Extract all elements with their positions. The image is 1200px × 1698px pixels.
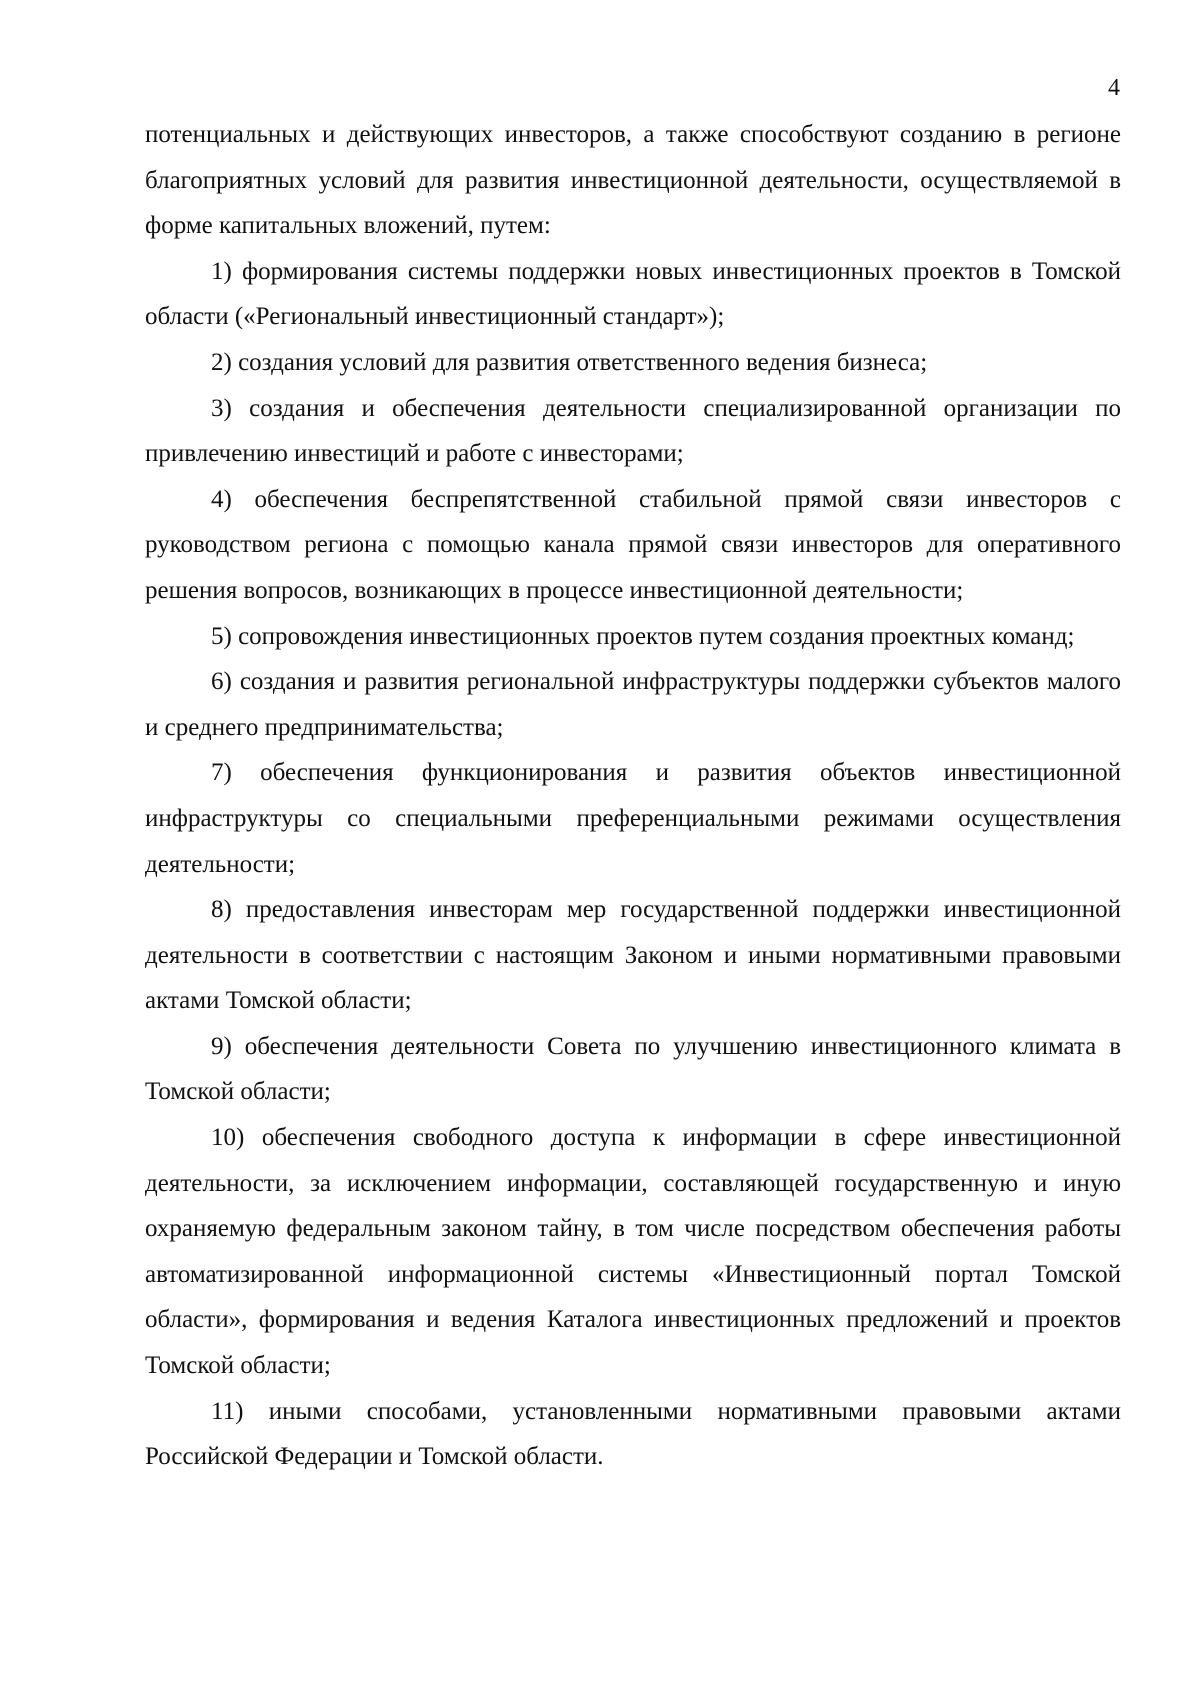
- list-item-1: 1) формирования системы поддержки новых инвестиционных проектов в Томской области («Региональный инвестиционный стандарт»);: [145, 257, 1121, 331]
- list-item-4: 4) обеспечения беспрепятственной стабильной прямой связи инвесторов с руководством региона с помощью канала прямой связи инвесторов для оперативного решения вопросов, возникающих в процессе инвестиционной деятельности;: [145, 485, 1121, 604]
- list-item-3: 3) создания и обеспечения деятельности специализированной организации по привлечению инвестиций и работе с инвесторами;: [145, 394, 1121, 468]
- list-item-6: 6) создания и развития региональной инфраструктуры поддержки субъектов малого и среднего предпринимательства;: [145, 668, 1121, 741]
- document-body: [145, 112, 1121, 1480]
- page-number: 4: [1108, 75, 1120, 101]
- list-item-2: 2) создания условий для развития ответственного ведения бизнеса;: [211, 348, 928, 376]
- list-item-5: 5) сопровождения инвестиционных проектов путем создания проектных команд;: [211, 622, 1075, 650]
- list-item-11: 11) иными способами, установленными нормативными правовыми актами Российской Федерации и Томской области.: [145, 1397, 1121, 1471]
- intro-paragraph: потенциальных и действующих инвесторов, а также способствуют созданию в регионе благоприятных условий для развития инвестиционной деятельности, осуществляемой в форме капитальных вложений, путем:: [145, 121, 1121, 240]
- list-item-8: 8) предоставления инвесторам мер государственной поддержки инвестиционной деятельности в соответствии с настоящим Законом и иными нормативными правовыми актами Томской области;: [145, 896, 1121, 1015]
- list-item-10: 10) обеспечения свободного доступа к информации в сфере инвестиционной деятельности, за исключением информации, составляющей государственную и иную охраняемую федеральным законом тайну, в том числе посредством обеспечения работы автоматизированной информационной системы «Инвестиционный портал Томской области», формирования и ведения Каталога инвестиционных предложений и проектов Томской области;: [145, 1124, 1121, 1380]
- list-item-9: 9) обеспечения деятельности Совета по улучшению инвестиционного климата в Томской области;: [145, 1032, 1121, 1106]
- list-item-7: 7) обеспечения функционирования и развития объектов инвестиционной инфраструктуры со специальными преференциальными режимами осуществления деятельности;: [145, 759, 1121, 878]
